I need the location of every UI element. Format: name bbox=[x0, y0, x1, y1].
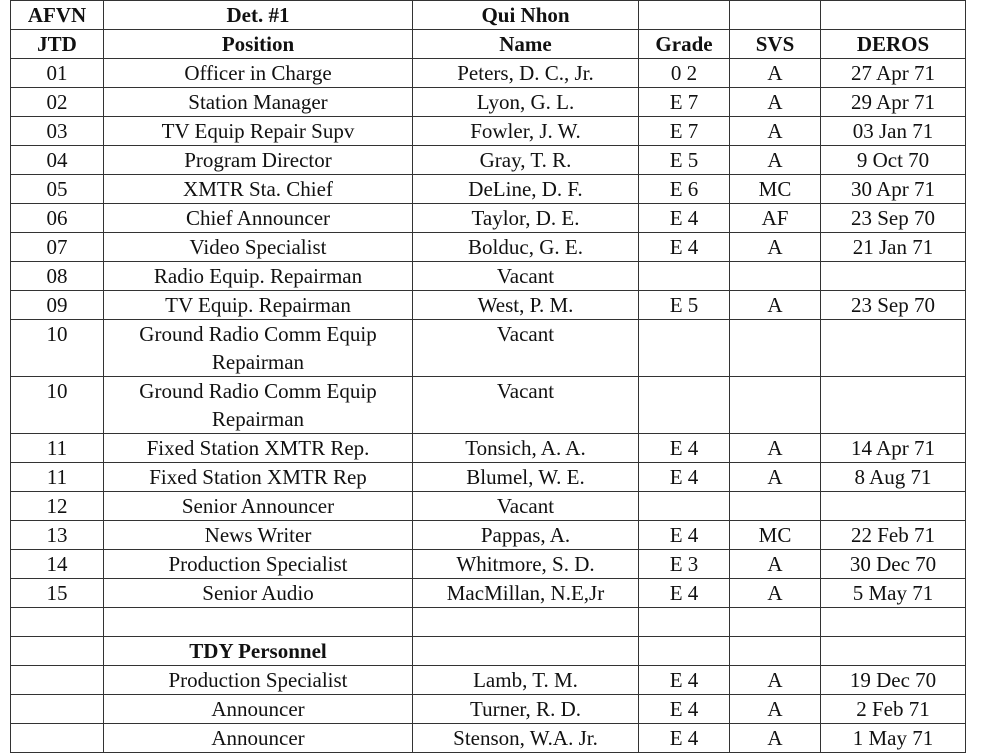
grade-cell: E 4 bbox=[639, 724, 730, 753]
grade-cell: E 7 bbox=[639, 117, 730, 146]
personnel-rows bbox=[11, 59, 966, 608]
position-cell: Senior Announcer bbox=[104, 492, 413, 521]
jtd-cell: 15 bbox=[11, 579, 104, 608]
deros-cell: 29 Apr 71 bbox=[821, 88, 966, 117]
svs-cell: A bbox=[730, 233, 821, 262]
svs-cell bbox=[730, 492, 821, 521]
table-row bbox=[11, 262, 966, 291]
header-location-cell: Qui Nhon bbox=[413, 1, 639, 30]
position-cell: Production Specialist bbox=[104, 550, 413, 579]
position-cell: Program Director bbox=[104, 146, 413, 175]
tdy-section-header-row bbox=[11, 637, 966, 666]
name-cell: West, P. M. bbox=[413, 291, 639, 320]
name-cell: Stenson, W.A. Jr. bbox=[413, 724, 639, 753]
position-cell: Video Specialist bbox=[104, 233, 413, 262]
jtd-cell: 07 bbox=[11, 233, 104, 262]
position-cell: Officer in Charge bbox=[104, 59, 413, 88]
position-cell: News Writer bbox=[104, 521, 413, 550]
header-row-columns bbox=[11, 30, 966, 59]
deros-cell: 9 Oct 70 bbox=[821, 146, 966, 175]
name-cell: Blumel, W. E. bbox=[413, 463, 639, 492]
header-unit-cell: AFVN bbox=[11, 1, 104, 30]
roster-document bbox=[10, 0, 966, 753]
svs-cell: AF bbox=[730, 204, 821, 233]
name-cell: MacMillan, N.E,Jr bbox=[413, 579, 639, 608]
column-header-jtd: JTD bbox=[11, 30, 104, 59]
deros-cell bbox=[821, 262, 966, 291]
name-cell: Vacant bbox=[413, 262, 639, 291]
table-row bbox=[11, 88, 966, 117]
grade-cell: E 7 bbox=[639, 88, 730, 117]
svs-cell: A bbox=[730, 291, 821, 320]
spacer-row bbox=[11, 608, 966, 637]
header-empty-cell bbox=[639, 1, 730, 30]
deros-cell: 2 Feb 71 bbox=[821, 695, 966, 724]
position-cell: Ground Radio Comm Equip Repairman bbox=[104, 377, 413, 434]
table-row bbox=[11, 233, 966, 262]
grade-cell bbox=[639, 320, 730, 377]
svs-cell: A bbox=[730, 463, 821, 492]
jtd-cell: 05 bbox=[11, 175, 104, 204]
position-cell: Chief Announcer bbox=[104, 204, 413, 233]
deros-cell bbox=[821, 492, 966, 521]
position-cell: Announcer bbox=[104, 724, 413, 753]
svs-cell: A bbox=[730, 146, 821, 175]
grade-cell: E 4 bbox=[639, 521, 730, 550]
deros-cell: 27 Apr 71 bbox=[821, 59, 966, 88]
position-cell: XMTR Sta. Chief bbox=[104, 175, 413, 204]
deros-cell: 1 May 71 bbox=[821, 724, 966, 753]
jtd-cell: 10 bbox=[11, 320, 104, 377]
header-empty-cell bbox=[730, 1, 821, 30]
deros-cell: 23 Sep 70 bbox=[821, 291, 966, 320]
jtd-cell: 03 bbox=[11, 117, 104, 146]
deros-cell: 23 Sep 70 bbox=[821, 204, 966, 233]
name-cell: Vacant bbox=[413, 320, 639, 377]
svs-cell bbox=[730, 377, 821, 434]
table-row bbox=[11, 291, 966, 320]
name-cell: Pappas, A. bbox=[413, 521, 639, 550]
grade-cell: E 4 bbox=[639, 434, 730, 463]
deros-cell: 30 Apr 71 bbox=[821, 175, 966, 204]
grade-cell: E 4 bbox=[639, 579, 730, 608]
jtd-cell: 12 bbox=[11, 492, 104, 521]
jtd-cell bbox=[11, 666, 104, 695]
name-cell: Tonsich, A. A. bbox=[413, 434, 639, 463]
table-row bbox=[11, 146, 966, 175]
jtd-cell: 11 bbox=[11, 463, 104, 492]
jtd-cell: 01 bbox=[11, 59, 104, 88]
deros-cell: 30 Dec 70 bbox=[821, 550, 966, 579]
header-detachment-cell: Det. #1 bbox=[104, 1, 413, 30]
jtd-cell: 04 bbox=[11, 146, 104, 175]
deros-cell: 5 May 71 bbox=[821, 579, 966, 608]
table-row bbox=[11, 695, 966, 724]
name-cell: Gray, T. R. bbox=[413, 146, 639, 175]
deros-cell: 03 Jan 71 bbox=[821, 117, 966, 146]
name-cell: Fowler, J. W. bbox=[413, 117, 639, 146]
name-cell: Turner, R. D. bbox=[413, 695, 639, 724]
jtd-cell: 11 bbox=[11, 434, 104, 463]
deros-cell: 21 Jan 71 bbox=[821, 233, 966, 262]
position-cell: Fixed Station XMTR Rep bbox=[104, 463, 413, 492]
deros-cell bbox=[821, 320, 966, 377]
grade-cell bbox=[639, 262, 730, 291]
position-cell: Production Specialist bbox=[104, 666, 413, 695]
deros-cell: 14 Apr 71 bbox=[821, 434, 966, 463]
position-cell: TV Equip. Repairman bbox=[104, 291, 413, 320]
grade-cell: E 6 bbox=[639, 175, 730, 204]
grade-cell: E 4 bbox=[639, 695, 730, 724]
column-header-grade: Grade bbox=[639, 30, 730, 59]
jtd-cell: 08 bbox=[11, 262, 104, 291]
position-cell: Ground Radio Comm Equip Repairman bbox=[104, 320, 413, 377]
table-row bbox=[11, 550, 966, 579]
svs-cell: A bbox=[730, 695, 821, 724]
jtd-cell bbox=[11, 695, 104, 724]
name-cell: Vacant bbox=[413, 492, 639, 521]
deros-cell bbox=[821, 377, 966, 434]
column-header-deros: DEROS bbox=[821, 30, 966, 59]
table-row bbox=[11, 579, 966, 608]
svs-cell: A bbox=[730, 88, 821, 117]
table-row bbox=[11, 175, 966, 204]
jtd-cell: 13 bbox=[11, 521, 104, 550]
table-row bbox=[11, 320, 966, 377]
column-header-svs: SVS bbox=[730, 30, 821, 59]
deros-cell: 22 Feb 71 bbox=[821, 521, 966, 550]
position-cell: Radio Equip. Repairman bbox=[104, 262, 413, 291]
table-row bbox=[11, 59, 966, 88]
table-row bbox=[11, 204, 966, 233]
grade-cell bbox=[639, 377, 730, 434]
grade-cell bbox=[639, 492, 730, 521]
table-row bbox=[11, 463, 966, 492]
grade-cell: E 4 bbox=[639, 204, 730, 233]
svs-cell: A bbox=[730, 579, 821, 608]
position-cell: Station Manager bbox=[104, 88, 413, 117]
grade-cell: E 5 bbox=[639, 291, 730, 320]
svs-cell bbox=[730, 320, 821, 377]
svs-cell: A bbox=[730, 117, 821, 146]
tdy-personnel-rows bbox=[11, 666, 966, 753]
name-cell: Lamb, T. M. bbox=[413, 666, 639, 695]
jtd-cell: 06 bbox=[11, 204, 104, 233]
column-header-position: Position bbox=[104, 30, 413, 59]
name-cell: Peters, D. C., Jr. bbox=[413, 59, 639, 88]
svs-cell: A bbox=[730, 724, 821, 753]
name-cell: Bolduc, G. E. bbox=[413, 233, 639, 262]
position-cell: Senior Audio bbox=[104, 579, 413, 608]
svs-cell: A bbox=[730, 434, 821, 463]
position-cell: Fixed Station XMTR Rep. bbox=[104, 434, 413, 463]
name-cell: Lyon, G. L. bbox=[413, 88, 639, 117]
table-row bbox=[11, 492, 966, 521]
grade-cell: E 5 bbox=[639, 146, 730, 175]
table-row bbox=[11, 434, 966, 463]
name-cell: Taylor, D. E. bbox=[413, 204, 639, 233]
personnel-roster-table bbox=[10, 0, 966, 753]
grade-cell: 0 2 bbox=[639, 59, 730, 88]
jtd-cell bbox=[11, 724, 104, 753]
svs-cell: A bbox=[730, 666, 821, 695]
name-cell: Whitmore, S. D. bbox=[413, 550, 639, 579]
jtd-cell: 02 bbox=[11, 88, 104, 117]
svs-cell: MC bbox=[730, 175, 821, 204]
grade-cell: E 3 bbox=[639, 550, 730, 579]
name-cell: Vacant bbox=[413, 377, 639, 434]
svs-cell: A bbox=[730, 550, 821, 579]
jtd-cell: 14 bbox=[11, 550, 104, 579]
jtd-cell: 10 bbox=[11, 377, 104, 434]
table-row bbox=[11, 666, 966, 695]
header-empty-cell bbox=[821, 1, 966, 30]
svs-cell bbox=[730, 262, 821, 291]
grade-cell: E 4 bbox=[639, 233, 730, 262]
jtd-cell: 09 bbox=[11, 291, 104, 320]
position-cell: Announcer bbox=[104, 695, 413, 724]
table-row bbox=[11, 724, 966, 753]
table-row bbox=[11, 521, 966, 550]
grade-cell: E 4 bbox=[639, 666, 730, 695]
deros-cell: 19 Dec 70 bbox=[821, 666, 966, 695]
header-row-unit bbox=[11, 1, 966, 30]
grade-cell: E 4 bbox=[639, 463, 730, 492]
table-row bbox=[11, 117, 966, 146]
deros-cell: 8 Aug 71 bbox=[821, 463, 966, 492]
svs-cell: A bbox=[730, 59, 821, 88]
svs-cell: MC bbox=[730, 521, 821, 550]
table-row bbox=[11, 377, 966, 434]
name-cell: DeLine, D. F. bbox=[413, 175, 639, 204]
column-header-name: Name bbox=[413, 30, 639, 59]
tdy-section-title: TDY Personnel bbox=[104, 637, 413, 666]
position-cell: TV Equip Repair Supv bbox=[104, 117, 413, 146]
